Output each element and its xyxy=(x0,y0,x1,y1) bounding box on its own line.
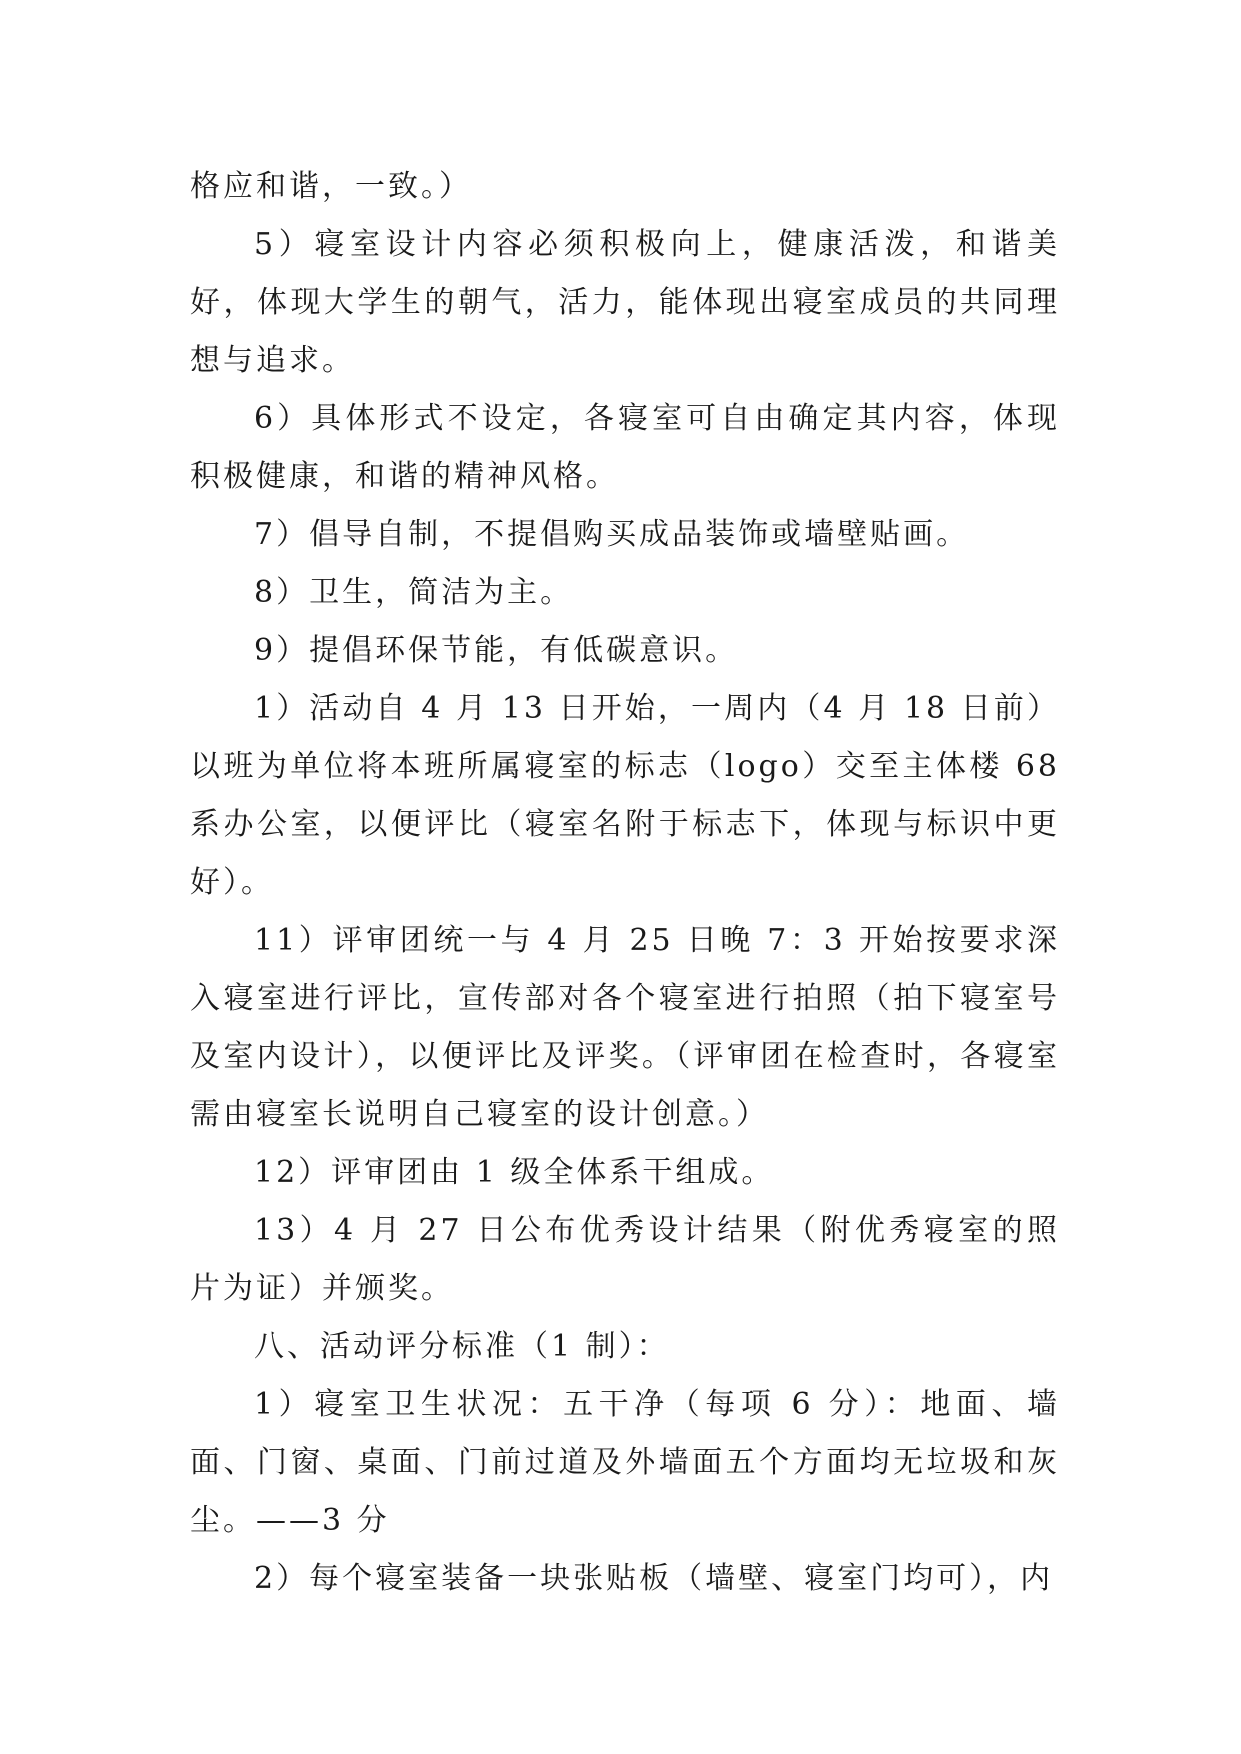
paragraph-item-11: 11）评审团统一与 4 月 25 日晚 7：3 开始按要求深入寝室进行评比，宣传部对各个寝室进行拍照（拍下寝室号及室内设计），以便评比及评奖。（评审团在检查时，各寝室需由寝室长说明自己寝室的设计创意。） xyxy=(190,923,1060,1132)
paragraph-item-8: 8）卫生，简洁为主。 xyxy=(254,575,574,610)
paragraph-item-5: 5）寝室设计内容必须积极向上，健康活泼，和谐美好，体现大学生的朝气，活力，能体现出寝室成员的共同理想与追求。 xyxy=(190,227,1060,378)
paragraph-item-9: 9）提倡环保节能，有低碳意识。 xyxy=(254,633,739,668)
section-heading-scoring: 八、活动评分标准（1 制）： xyxy=(254,1329,670,1364)
paragraph-scoring-1: 1）寝室卫生状况：五干净（每项 6 分）：地面、墙面、门窗、桌面、门前过道及外墙面五个方面均无垃圾和灰尘。——3 分 xyxy=(190,1387,1060,1538)
paragraph-item-6: 6）具体形式不设定，各寝室可自由确定其内容，体现积极健康，和谐的精神风格。 xyxy=(190,401,1060,494)
paragraph-continuation: 格应和谐，一致。） xyxy=(190,169,472,204)
paragraph-item-13: 13）4 月 27 日公布优秀设计结果（附优秀寝室的照片为证）并颁奖。 xyxy=(190,1213,1060,1306)
document-body xyxy=(190,158,1060,1608)
paragraph-item-7: 7）倡导自制，不提倡购买成品装饰或墙壁贴画。 xyxy=(254,517,970,552)
paragraph-item-12: 12）评审团由 1 级全体系干组成。 xyxy=(254,1155,775,1190)
paragraph-scoring-2: 2）每个寝室装备一块张贴板（墙壁、寝室门均可），内 xyxy=(254,1561,1054,1596)
paragraph-item-1-schedule: 1）活动自 4 月 13 日开始，一周内（4 月 18 日前）以班为单位将本班所属寝室的标志（logo）交至主体楼 68 系办公室，以便评比（寝室名附于标志下，体现与标识中更好）。 xyxy=(190,691,1060,900)
